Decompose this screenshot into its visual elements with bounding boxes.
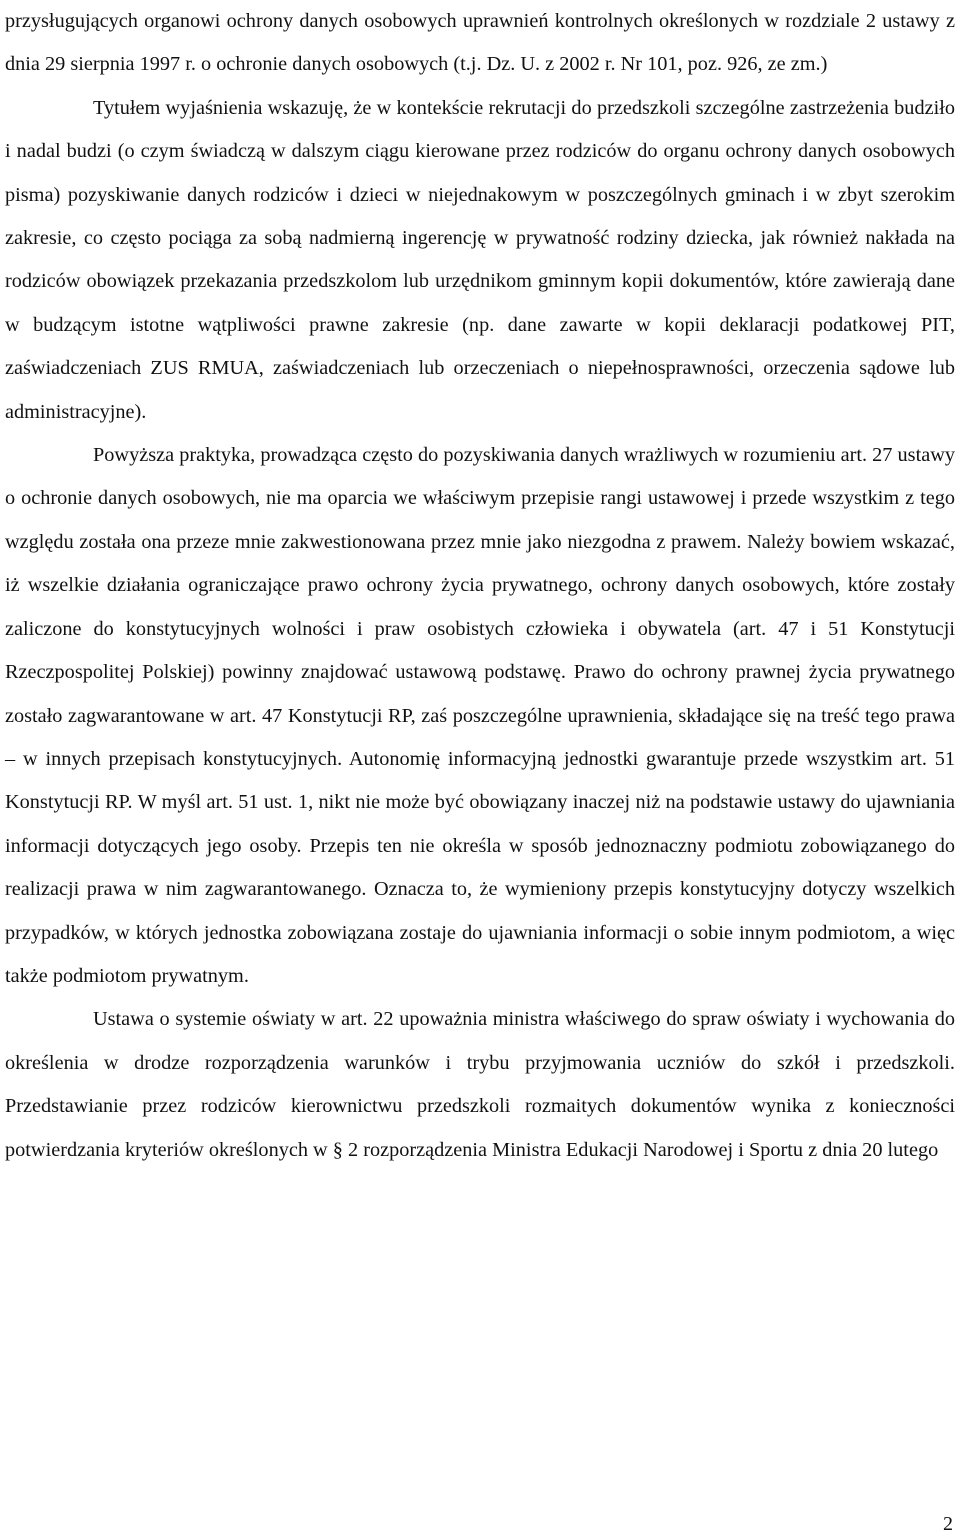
- paragraph-education-act: Ustawa o systemie oświaty w art. 22 upoważnia ministra właściwego do spraw oświaty i wychowania do określenia w drodze rozporządzenia warunków i trybu przyjmowania uczniów do szkół i przedszkoli. Przedstawianie przez rodziców kierownictwu przedszkoli rozmaitych dokumentów wynika z konieczności potwierdzania kryteriów określonych w § 2 rozporządzenia Ministra Edukacji Narodowej i Sportu z dnia 20 lutego: [5, 1008, 955, 1161]
- document-page: [5, 0, 955, 1172]
- paragraph-continuation: przysługujących organowi ochrony danych osobowych uprawnień kontrolnych określonych w rozdziale 2 ustawy z dnia 29 sierpnia 1997 r. o ochronie danych osobowych (t.j. Dz. U. z 2002 r. Nr 101, poz. 926, ze zm.): [5, 10, 955, 76]
- page-number: 2: [943, 1513, 953, 1535]
- paragraph-explanation: Tytułem wyjaśnienia wskazuję, że w kontekście rekrutacji do przedszkoli szczególne zastrzeżenia budziło i nadal budzi (o czym świadczą w dalszym ciągu kierowane przez rodziców do organu ochrony danych osobowych pisma) pozyskiwanie danych rodziców i dzieci w niejednakowym w poszczególnych gminach i w zbyt szerokim zakresie, co często pociąga za sobą nadmierną ingerencję w prywatność rodziny dziecka, jak również nakłada na rodziców obowiązek przekazania przedszkolom lub urzędnikom gminnym kopii dokumentów, które zawierają dane w budzącym istotne wątpliwości prawne zakresie (np. dane zawarte w kopii deklaracji podatkowej PIT, zaświadczeniach ZUS RMUA, zaświadczeniach lub orzeczeniach o niepełnosprawności, orzeczenia sądowe lub administracyjne).: [5, 96, 955, 423]
- paragraph-practice-assessment: Powyższa praktyka, prowadząca często do pozyskiwania danych wrażliwych w rozumieniu art. 27 ustawy o ochronie danych osobowych, nie ma oparcia we właściwym przepisie rangi ustawowej i przede wszystkim z tego względu została ona przeze mnie zakwestionowana przez mnie jako niezgodna z prawem. Należy bowiem wskazać, iż wszelkie działania ograniczające prawo ochrony życia prywatnego, ochrony danych osobowych, które zostały zaliczone do konstytucyjnych wolności i praw osobistych człowieka i obywatela (art. 47 i 51 Konstytucji Rzeczpospolitej Polskiej) powinny znajdować ustawową podstawę. Prawo do ochrony prawnej życia prywatnego zostało zagwarantowane w art. 47 Konstytucji RP, zaś poszczególne uprawnienia, składające się na treść tego prawa – w innych przepisach konstytucyjnych. Autonomię informacyjną jednostki gwarantuje przede wszystkim art. 51 Konstytucji RP. W myśl art. 51 ust. 1, nikt nie może być obowiązany inaczej niż na podstawie ustawy do ujawniania informacji dotyczących jego osoby. Przepis ten nie określa w sposób jednoznaczny podmiotu zobowiązanego do realizacji prawa w nim zagwarantowanego. Oznacza to, że wymieniony przepis konstytucyjny dotyczy wszelkich przypadków, w których jednostka zobowiązana zostaje do ujawniania informacji o sobie innym podmiotom, a więc także podmiotom prywatnym.: [5, 444, 955, 987]
